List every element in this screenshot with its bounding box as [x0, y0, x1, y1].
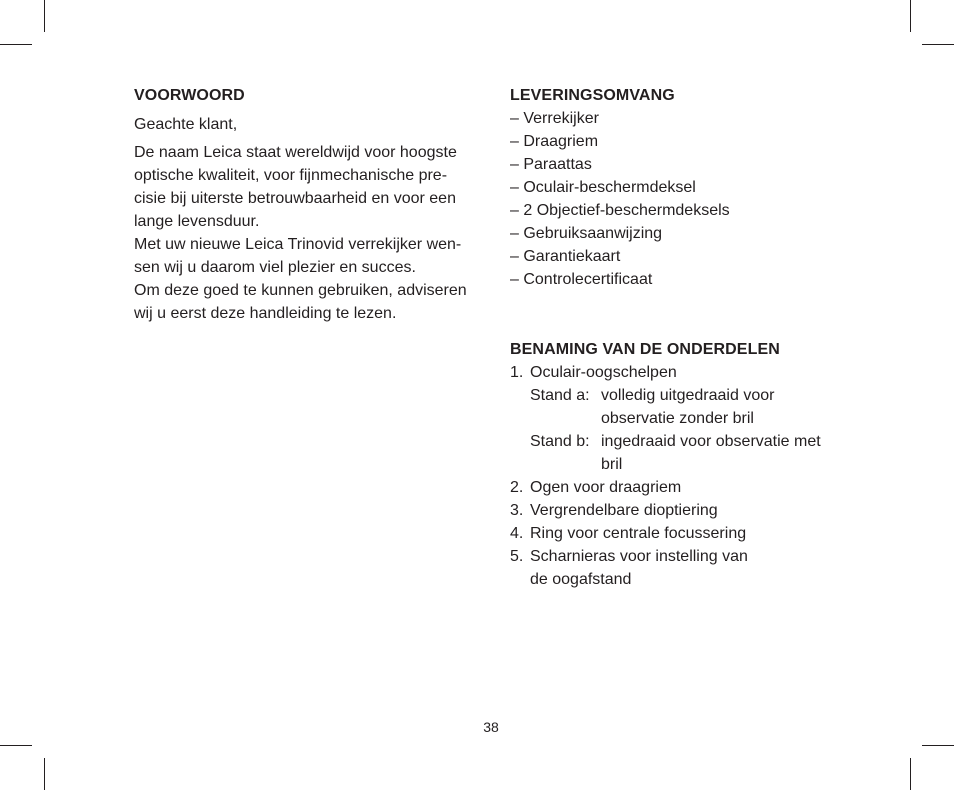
list-item: – Controlecertificaat: [510, 271, 653, 288]
parts-item: [510, 499, 840, 522]
parts-item: [510, 522, 840, 545]
contents-section: [510, 86, 840, 591]
scope-heading: LEVERINGSOMVANG: [510, 87, 675, 104]
foreword-heading: VOORWOORD: [134, 87, 245, 104]
parts-heading: BENAMING VAN DE ONDERDELEN: [510, 341, 780, 358]
position-row: [530, 430, 840, 476]
crop-mark-bottom-right-horizontal: [922, 745, 954, 746]
parts-item-text: Oculair-oogschelpen: [530, 364, 677, 381]
parts-list: [510, 361, 840, 591]
list-item: – 2 Objectief-beschermdeksels: [510, 202, 730, 219]
crop-mark-top-left-horizontal: [0, 44, 32, 45]
parts-item-number: 5.: [510, 548, 524, 565]
crop-mark-top-right-horizontal: [922, 44, 954, 45]
foreword-paragraph: De naam Leica staat wereldwijd voor hoogste optische kwaliteit, voor fijnmechanische pre- cisie bij uiterste betrouwbaarheid en voor een lange levensduur.: [134, 144, 457, 230]
position-text: ingedraaid voor observatie met bril: [601, 433, 821, 473]
parts-item-number: 4.: [510, 525, 524, 542]
parts-item-text: Ogen voor draagriem: [530, 479, 682, 496]
list-item: – Verrekijker: [510, 110, 599, 127]
list-item: – Draagriem: [510, 133, 599, 150]
crop-mark-bottom-left-vertical: [44, 758, 45, 790]
page-number: 38: [483, 719, 499, 735]
list-item: – Oculair-beschermdeksel: [510, 179, 696, 196]
foreword-paragraph: Om deze goed te kunnen gebruiken, adviseren wij u eerst deze handleiding te lezen.: [134, 282, 467, 322]
parts-item-body: [530, 361, 840, 476]
list-item: – Paraattas: [510, 156, 592, 173]
list-item: – Garantiekaart: [510, 248, 621, 265]
foreword-section: [134, 86, 479, 325]
parts-item: [510, 545, 840, 591]
foreword-body: [134, 141, 479, 325]
parts-item-text: Vergrendelbare dioptiering: [530, 502, 718, 519]
position-row: [530, 384, 840, 430]
crop-mark-bottom-left-horizontal: [0, 745, 32, 746]
position-text: volledig uitgedraaid voor observatie zonder bril: [601, 387, 775, 427]
parts-item-text: Ring voor centrale focussering: [530, 525, 747, 542]
greeting: Geachte klant,: [134, 116, 238, 133]
parts-item-number: 3.: [510, 502, 524, 519]
position-label: Stand a:: [530, 387, 590, 404]
scope-list: [510, 107, 840, 291]
crop-mark-top-right-vertical: [910, 0, 911, 32]
parts-item-text: Scharnieras voor instelling van de oogafstand: [530, 548, 748, 588]
crop-mark-top-left-vertical: [44, 0, 45, 32]
position-label: Stand b:: [530, 433, 590, 450]
parts-item-number: 1.: [510, 364, 524, 381]
parts-item-number: 2.: [510, 479, 524, 496]
parts-item: [510, 361, 840, 476]
parts-item: [510, 476, 840, 499]
list-item: – Gebruiksaanwijzing: [510, 225, 663, 242]
crop-mark-bottom-right-vertical: [910, 758, 911, 790]
foreword-paragraph: Met uw nieuwe Leica Trinovid verrekijker wen- sen wij u daarom viel plezier en succes.: [134, 236, 462, 276]
